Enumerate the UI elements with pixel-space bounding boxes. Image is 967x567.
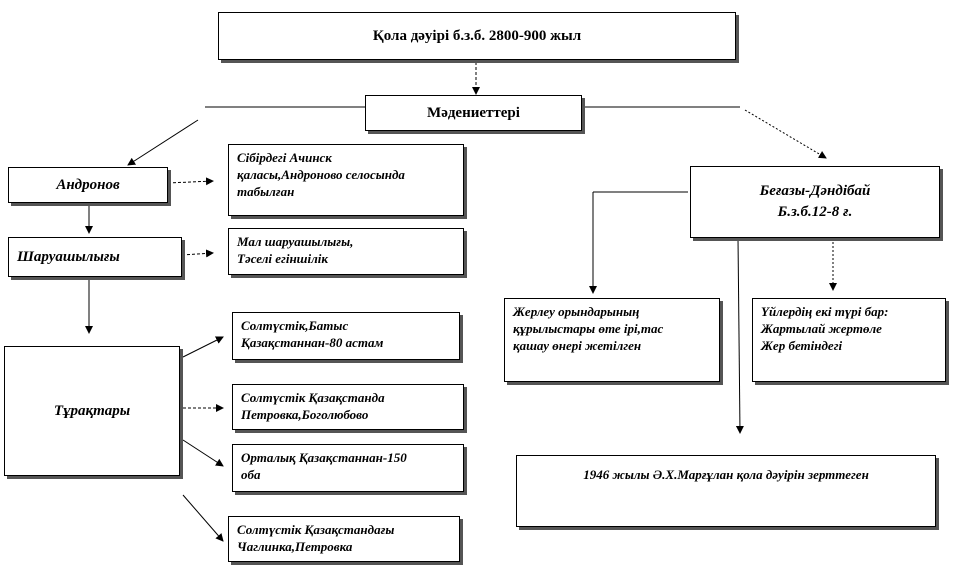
research-box [516,455,936,527]
economy-box [8,237,182,277]
cultures-box [365,95,582,131]
economy-detail-box [228,228,464,275]
settlement-item-2-line-1: Солтүстік Қазақстанда [241,390,385,405]
settlement-item-2-line-2: Петровка,Боголюбово [241,407,369,422]
settlements-box [4,346,180,476]
arrow-to-andronov [128,120,198,165]
settlement-item-4 [228,516,460,562]
settlement-item-3-line-2: оба [241,467,261,482]
houses-line-3: Жер бетіндегі [761,338,843,353]
andronov-box [8,167,168,203]
arrow-to-begazy [745,110,826,158]
economy-detail-line-2: Тәселі егіншілік [237,251,328,266]
settlement-item-1 [232,312,460,360]
begazy-box [690,166,940,238]
begazy-period: Б.з.б.12-8 ғ. [777,204,853,220]
research-text: 1946 жылы Ә.Х.Марғұлан қола дәуірін зерттеген [583,467,869,482]
settlement-item-4-line-1: Солтүстік Қазақстандағы [237,522,395,537]
title-box [218,12,736,60]
found-line-3: табылған [237,184,295,199]
economy-detail-line-1: Мал шаруашылығы, [237,234,354,249]
houses-box [752,298,946,382]
andronov-text: Андронов [56,176,120,193]
houses-line-1: Үйлердің екі түрі бар: [761,304,889,319]
arrow-economy-to-detail [182,253,213,255]
settlement-item-2 [232,384,464,430]
arrow-settlements-item-1 [183,337,223,357]
settlement-item-1-line-2: Қазақстаннан-80 астам [241,335,384,350]
arrow-begazy-to-research [738,238,740,433]
found-line-2: қаласы,Андроново селосында [237,167,405,182]
burial-box [504,298,720,382]
burial-line-1: Жерлеу орындарының [513,304,640,319]
title-text: Қола дәуірі б.з.б. 2800-900 жыл [372,27,582,44]
economy-text: Шаруашылығы [17,248,120,265]
settlement-item-3 [232,444,464,492]
arrow-settlements-item-3 [183,440,223,466]
cultures-text: Мәдениеттері [427,104,520,121]
found-line-1: Сібірдегі Ачинск [237,150,332,165]
settlement-item-3-line-1: Орталық Қазақстаннан-150 [241,450,407,465]
settlement-item-4-line-2: Чаглинка,Петровка [237,539,353,554]
begazy-name: Беғазы-Дәндібай [759,183,871,199]
arrow-andronov-to-found [168,181,213,183]
burial-line-3: қашау өнері жетілген [513,338,642,353]
arrow-settlements-item-4 [183,495,223,541]
houses-line-2: Жартылай жертөле [761,321,882,336]
settlements-text: Тұрақтары [53,402,131,419]
settlement-item-1-line-1: Солтүстік,Батыс [241,318,349,333]
burial-line-2: құрылыстары өте ірі,тас [513,321,664,336]
andronov-found-box [228,144,464,216]
